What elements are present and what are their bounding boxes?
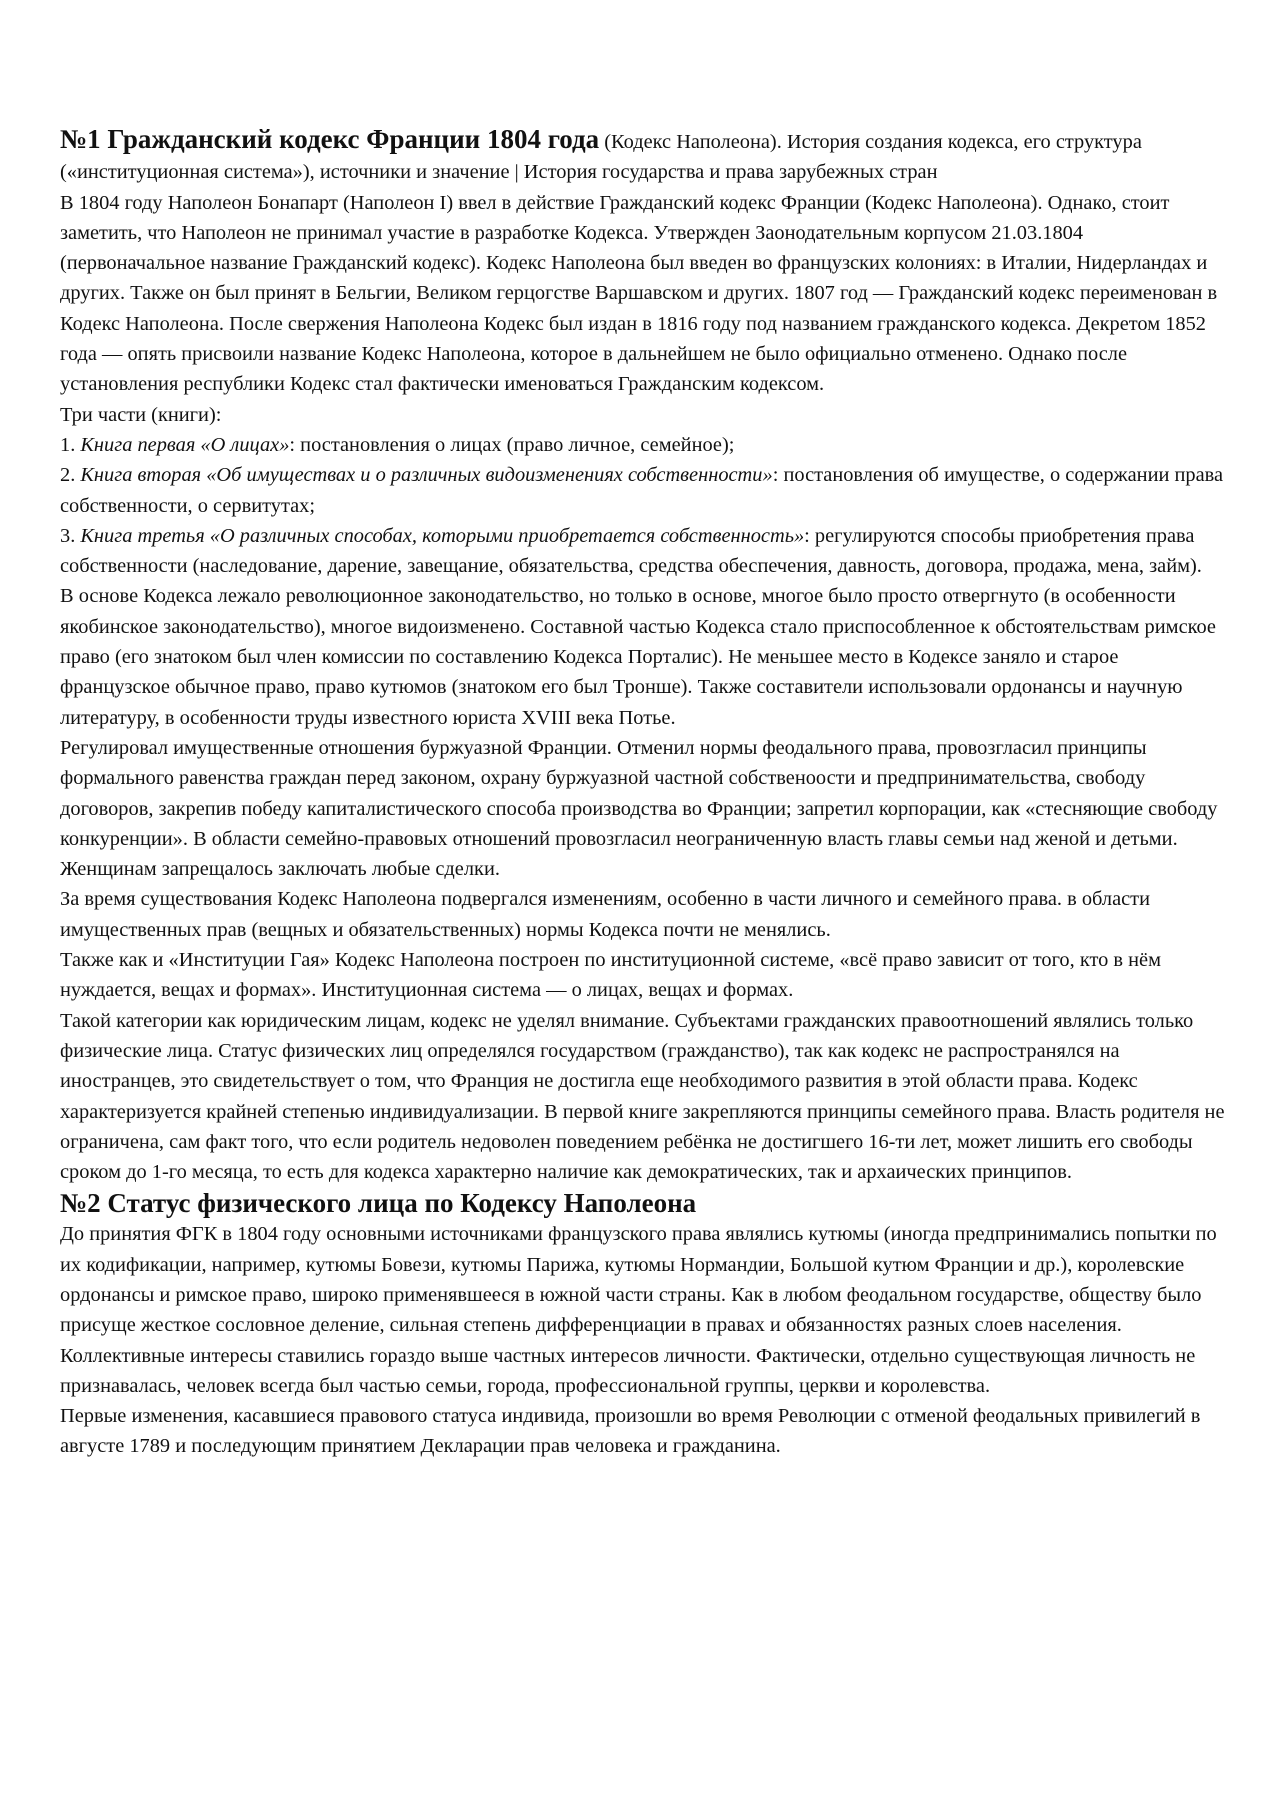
paragraph: В 1804 году Наполеон Бонапарт (Наполеон I) ввел в действие Гражданский кодекс Франции (Кодекс Наполеона). Однако, стоит заметить, что Наполеон не принимал участие в разработке Кодекса. Утвержден Заонодательным корпусом 21.03.1804 (первоначальное название Гражданский кодекс). Кодекс Наполеона был введен во французских колониях: в Италии, Нидерландах и других. Также он был принят в Бельгии, Великом герцогстве Варшавском и других. 1807 год — Гражданский кодекс переименован в Кодекс Наполеона. После свержения Наполеона Кодекс был издан в 1816 году под названием гражданского кодекса. Декретом 1852 года — опять присвоили название Кодекс Наполеона, которое в дальнейшем не было официально отменено. Однако после установления республики Кодекс стал фактически именоваться Гражданским кодексом. [60,191,1218,396]
paragraph: Регулировал имущественные отношения буржуазной Франции. Отменил нормы феодального права, провозгласил принципы формального равенства граждан перед законом, охрану буржуазной частной собственоости и предпринимательства, свободу договоров, закрепив победу капиталистического способа производства во Франции; запретил корпорации, как «стесняющие свободу конкуренции». В области семейно-правовых отношений провозгласил неограниченную власть главы семьи над женой и детьми. Женщинам запрещалось заключать любые сделки. [60,736,1218,881]
book-number: 3. [60,524,81,547]
paragraph: Три части (книги): [60,403,222,426]
book-description: : постановления об имуществе, о содержании права собственности, о сервитутах; [60,464,1224,517]
paragraph: Такой категории как юридическим лицам, кодекс не уделял внимание. Субъектами гражданских правоотношений являлись только физические лица. Статус физических лиц определялся государством (гражданство), так как кодекс не распространялся на иностранцев, это свидетельствует о том, что Франция не достигла еще необходимого развития в этой области права. Кодекс характеризуется крайней степенью индивидуализации. В первой книге закрепляются принципы семейного права. Власть родителя не ограничена, сам факт того, что если родитель недоволен поведением ребёнка не достигшего 16-ти лет, может лишить его свободы сроком до 1-го месяца, то есть для кодекса характерно наличие как демократических, так и архаических принципов. [60,1009,1225,1184]
book-list-item [60,460,1232,521]
section-1-intro [60,124,1232,188]
paragraph: В основе Кодекса лежало революционное законодательство, но только в основе, многое было просто отвергнуто (в особенности якобинское законодательство), многое видоизменено. Составной частью Кодекса стало приспособленное к обстоятельствам римское право (его знатоком был член комиссии по составлению Кодекса Порталис). Не меньшее место в Кодексе заняло и старое французское обычное право, право кутюмов (знатоком его был Тронше). Также составители использовали ордонансы и научную литературу, в особенности труды известного юриста XVIII века Потье. [60,585,1216,729]
paragraph: Первые изменения, касавшиеся правового статуса индивида, произошли во время Революции с отменой феодальных привилегий в августе 1789 и последующим принятием Декларации прав человека и гражданина. [60,1405,1201,1458]
paragraph: Также как и «Институции Гая» Кодекс Наполеона построен по институционной системе, «всё право зависит от того, кто в нём нуждается, вещах и формах». Институционная система — о лицах, вещах и формах. [60,949,1161,1002]
book-title: Книга вторая «Об имуществах и о различных видоизменениях собственности» [80,464,773,487]
book-description: : постановления о лицах (право личное, семейное); [289,433,735,456]
paragraph: До принятия ФГК в 1804 году основными источниками французского права являлись кутюмы (иногда предпринимались попытки по их кодификации, например, кутюмы Бовези, кутюмы Парижа, кутюмы Нормандии, Большой кутюм Франции и др.), королевские ордонансы и римское право, широко применявшееся в южной части страны. Как в любом феодальном государстве, обществу было присуще жесткое сословное деление, сильная степень дифференциации в правах и обязанностях разных слоев населения. [60,1223,1217,1337]
book-number: 2. [60,464,81,487]
section-1-heading: №1 Гражданский кодекс Франции 1804 года [60,124,600,154]
section-2-heading: №2 Статус физического лица по Кодексу Наполеона [60,1188,697,1219]
document-page [60,124,1232,1462]
book-title: Книга третья «О различных способах, которыми приобретается собственность» [80,524,805,547]
book-list-item [60,521,1232,582]
paragraph: Коллективные интересы ставились гораздо выше частных интересов личности. Фактически, отдельно существующая личность не признавалась, человек всегда был частью семьи, города, профессиональной группы, церкви и королевства. [60,1344,1196,1397]
book-list-item [60,430,1232,460]
book-description: : регулируются способы приобретения права собственности (наследование, дарение, завещание, обязательства, средства обеспечения, давность, договора, продажа, мена, займ). [60,524,1202,578]
section-1-heading-subtitle: (Кодекс Наполеона). История создания кодекса, его структура («институционная система»), источники и значение | История государства и права зарубежных стран [60,131,1142,184]
book-number: 1. [60,433,81,456]
paragraph: За время существования Кодекс Наполеона подвергался изменениям, особенно в части личного и семейного права. в области имущественных прав (вещных и обязательственных) нормы Кодекса почти не менялись. [60,888,1150,941]
book-title: Книга первая «О лицах» [80,433,290,456]
